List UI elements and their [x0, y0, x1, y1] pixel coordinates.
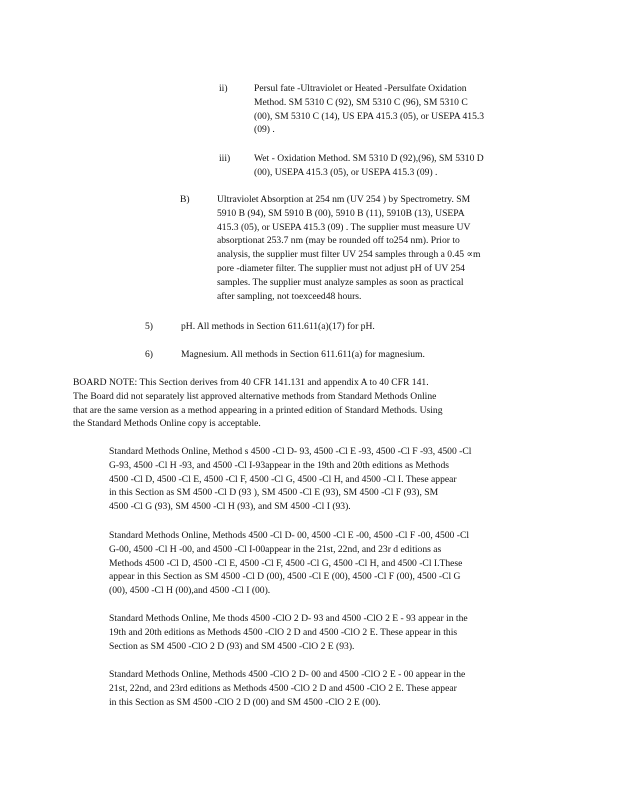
line: appear in this Section as SM 4500 -Cl D (00), 4500 -Cl E (00), 4500 -Cl F (00), 4500 -Cl G — [109, 571, 461, 583]
line: 5910 B (94), SM 5910 B (00), 5910 B (11), 5910B (13), USEPA — [217, 207, 465, 219]
line: Methods 4500 -Cl D, 4500 -Cl E, 4500 -Cl F, 4500 -Cl G, 4500 -Cl H, and 4500 -Cl I.These — [109, 557, 463, 569]
line: Standard Methods Online, Methods 4500 -Cl D- 00, 4500 -Cl E -00, 4500 -Cl F -00, 4500 -Cl — [109, 530, 470, 541]
item-text-iii — [254, 152, 536, 180]
board-note — [73, 376, 533, 431]
line: Persul fate -Ultraviolet or Heated -Persulfate Oxidation — [254, 83, 467, 94]
line: 4500 -Cl D, 4500 -Cl E, 4500 -Cl F, 4500 -Cl G, 4500 -Cl H, and 4500 -Cl I. These appear — [109, 473, 457, 485]
paragraph — [109, 612, 539, 653]
item-label-b: B) — [180, 194, 190, 205]
line: (00), USEPA 415.3 (05), or USEPA 415.3 (09) . — [254, 166, 438, 178]
line: Ultraviolet Absorption at 254 nm (UV 254 ) by Spectrometry. SM — [217, 194, 471, 205]
paragraph — [109, 668, 539, 709]
line: pore -diameter filter. The supplier must not adjust pH of UV 254 — [217, 262, 465, 274]
line: The Board did not separately list approved alternative methods from Standard Methods Online — [73, 390, 437, 402]
line: Magnesium. All methods in Section 611.611(a) for magnesium. — [181, 349, 425, 360]
line: BOARD NOTE: This Section derives from 40 CFR 141.131 and appendix A to 40 CFR 141. — [73, 377, 429, 388]
line: (00), SM 5310 C (14), US EPA 415.3 (05), or USEPA 415.3 — [254, 110, 485, 122]
line: Section as SM 4500 -ClO 2 D (93) and SM 4500 -ClO 2 E (93). — [109, 640, 355, 652]
paragraph — [109, 445, 539, 514]
item-text-b — [217, 193, 535, 303]
line: in this Section as SM 4500 -ClO 2 D (00) and SM 4500 -ClO 2 E (00). — [109, 696, 381, 708]
item-label-6: 6) — [145, 349, 153, 360]
paragraph — [109, 529, 539, 598]
line: in this Section as SM 4500 -Cl D (93 ), SM 4500 -Cl E (93), SM 4500 -Cl F (93), SM — [109, 487, 439, 499]
item-label-ii: ii) — [219, 83, 228, 94]
line: G-93, 4500 -Cl H -93, and 4500 -Cl I-93appear in the 19th and 20th editions as Methods — [109, 459, 449, 471]
line: 19th and 20th editions as Methods 4500 -ClO 2 D and 4500 -ClO 2 E. These appear in this — [109, 626, 458, 638]
item-label-5: 5) — [145, 321, 153, 332]
item-text-ii — [254, 82, 536, 137]
line: Standard Methods Online, Method s 4500 -Cl D- 93, 4500 -Cl E -93, 4500 -Cl F -93, 4500 -Cl — [109, 446, 472, 457]
line: that are the same version as a method appearing in a printed edition of Standard Methods. Using — [73, 404, 443, 416]
line: G-00, 4500 -Cl H -00, and 4500 -Cl I-00appear in the 21st, 22nd, and 23r d editions as — [109, 543, 442, 555]
line: 415.3 (05), or USEPA 415.3 (09) . The supplier must measure UV — [217, 221, 471, 233]
line: after sampling, not toexceed48 hours. — [217, 290, 362, 302]
line: (00), 4500 -Cl H (00),and 4500 -Cl I (00). — [109, 585, 271, 597]
item-text-5 — [181, 320, 541, 334]
line: Standard Methods Online, Me thods 4500 -ClO 2 D- 93 and 4500 -ClO 2 E - 93 appear in the — [109, 613, 468, 624]
line: Method. SM 5310 C (92), SM 5310 C (96), SM 5310 C — [254, 96, 468, 108]
item-text-6 — [181, 348, 541, 362]
item-label-iii: iii) — [219, 153, 231, 164]
line: absorptionat 253.7 nm (may be rounded off to254 nm). Prior to — [217, 235, 460, 247]
line: samples. The supplier must analyze samples as soon as practical — [217, 276, 464, 288]
line: (09) . — [254, 124, 275, 136]
line: analysis, the supplier must filter UV 254 samples through a 0.45 ∝m — [217, 249, 481, 261]
line: Standard Methods Online, Methods 4500 -ClO 2 D- 00 and 4500 -ClO 2 E - 00 appear in the — [109, 669, 466, 680]
line: pH. All methods in Section 611.611(a)(17) for pH. — [181, 321, 375, 332]
line: 4500 -Cl G (93), SM 4500 -Cl H (93), and SM 4500 -Cl I (93). — [109, 501, 351, 513]
line: 21st, 22nd, and 23rd editions as Methods 4500 -ClO 2 D and 4500 -ClO 2 E. These appear — [109, 682, 457, 694]
line: Wet - Oxidation Method. SM 5310 D (92),(96), SM 5310 D — [254, 153, 484, 164]
line: the Standard Methods Online copy is acceptable. — [73, 418, 261, 430]
